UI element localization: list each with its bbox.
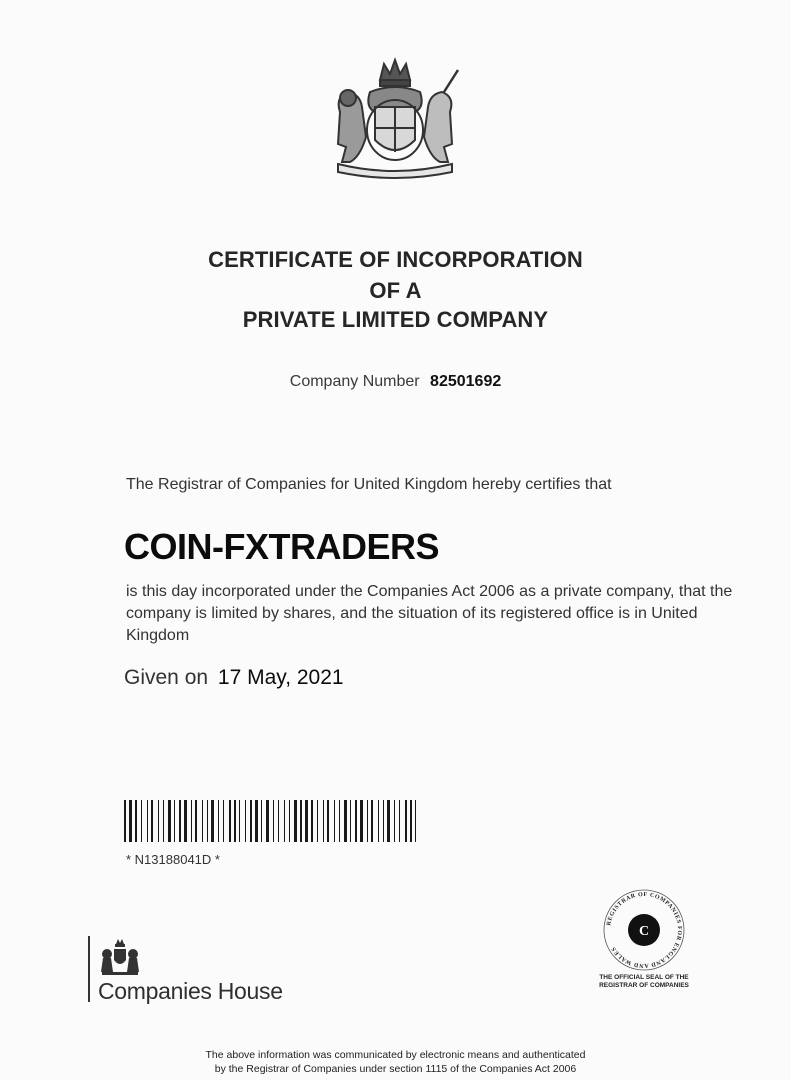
company-name: COIN-FXTRADERS bbox=[124, 526, 439, 567]
companies-house-crest-icon bbox=[98, 938, 142, 976]
svg-text:C: C bbox=[638, 924, 650, 939]
company-number-value: 82501692 bbox=[430, 373, 502, 390]
seal-caption-line-2: REGISTRAR OF COMPANIES bbox=[599, 982, 689, 989]
footer-line-2: by the Registrar of Companies under section 1115 of the Companies Act 2006 bbox=[214, 1063, 577, 1075]
companies-house-divider bbox=[88, 936, 90, 1002]
certificate-title-line-1: CERTIFICATE OF INCORPORATION bbox=[208, 247, 583, 272]
seal-caption bbox=[578, 974, 710, 990]
certificate-title-line-2: OF A bbox=[369, 278, 422, 303]
given-on-label: Given on bbox=[124, 666, 209, 689]
registrar-seal-icon bbox=[592, 888, 696, 972]
certificate-title-line-3: PRIVATE LIMITED COMPANY bbox=[242, 307, 549, 332]
barcode-text: * N13188041D * bbox=[126, 852, 220, 867]
company-number-row bbox=[0, 373, 791, 391]
seal-ring-text: REGISTRAR OF COMPANIES FOR ENGLAND AND WALES bbox=[606, 891, 683, 969]
certify-text: The Registrar of Companies for United Kingdom hereby certifies that bbox=[126, 476, 612, 493]
royal-coat-of-arms-icon bbox=[320, 52, 470, 182]
seal-caption-line-1: THE OFFICIAL SEAL OF THE bbox=[599, 974, 689, 981]
company-number-label: Company Number bbox=[289, 373, 420, 390]
given-on-row bbox=[124, 666, 344, 690]
incorporation-text: is this day incorporated under the Companies Act 2006 as a private company, that the company is limited by shares, and the situation of its registered office is in United Kingdom bbox=[126, 583, 733, 644]
companies-house-label: Companies House bbox=[98, 978, 283, 1004]
footer-line-1: The above information was communicated by electronic means and authenticated bbox=[205, 1049, 586, 1061]
footer-authentication-note bbox=[0, 1048, 791, 1076]
barcode-icon bbox=[124, 800, 416, 842]
given-on-date: 17 May, 2021 bbox=[217, 666, 344, 689]
